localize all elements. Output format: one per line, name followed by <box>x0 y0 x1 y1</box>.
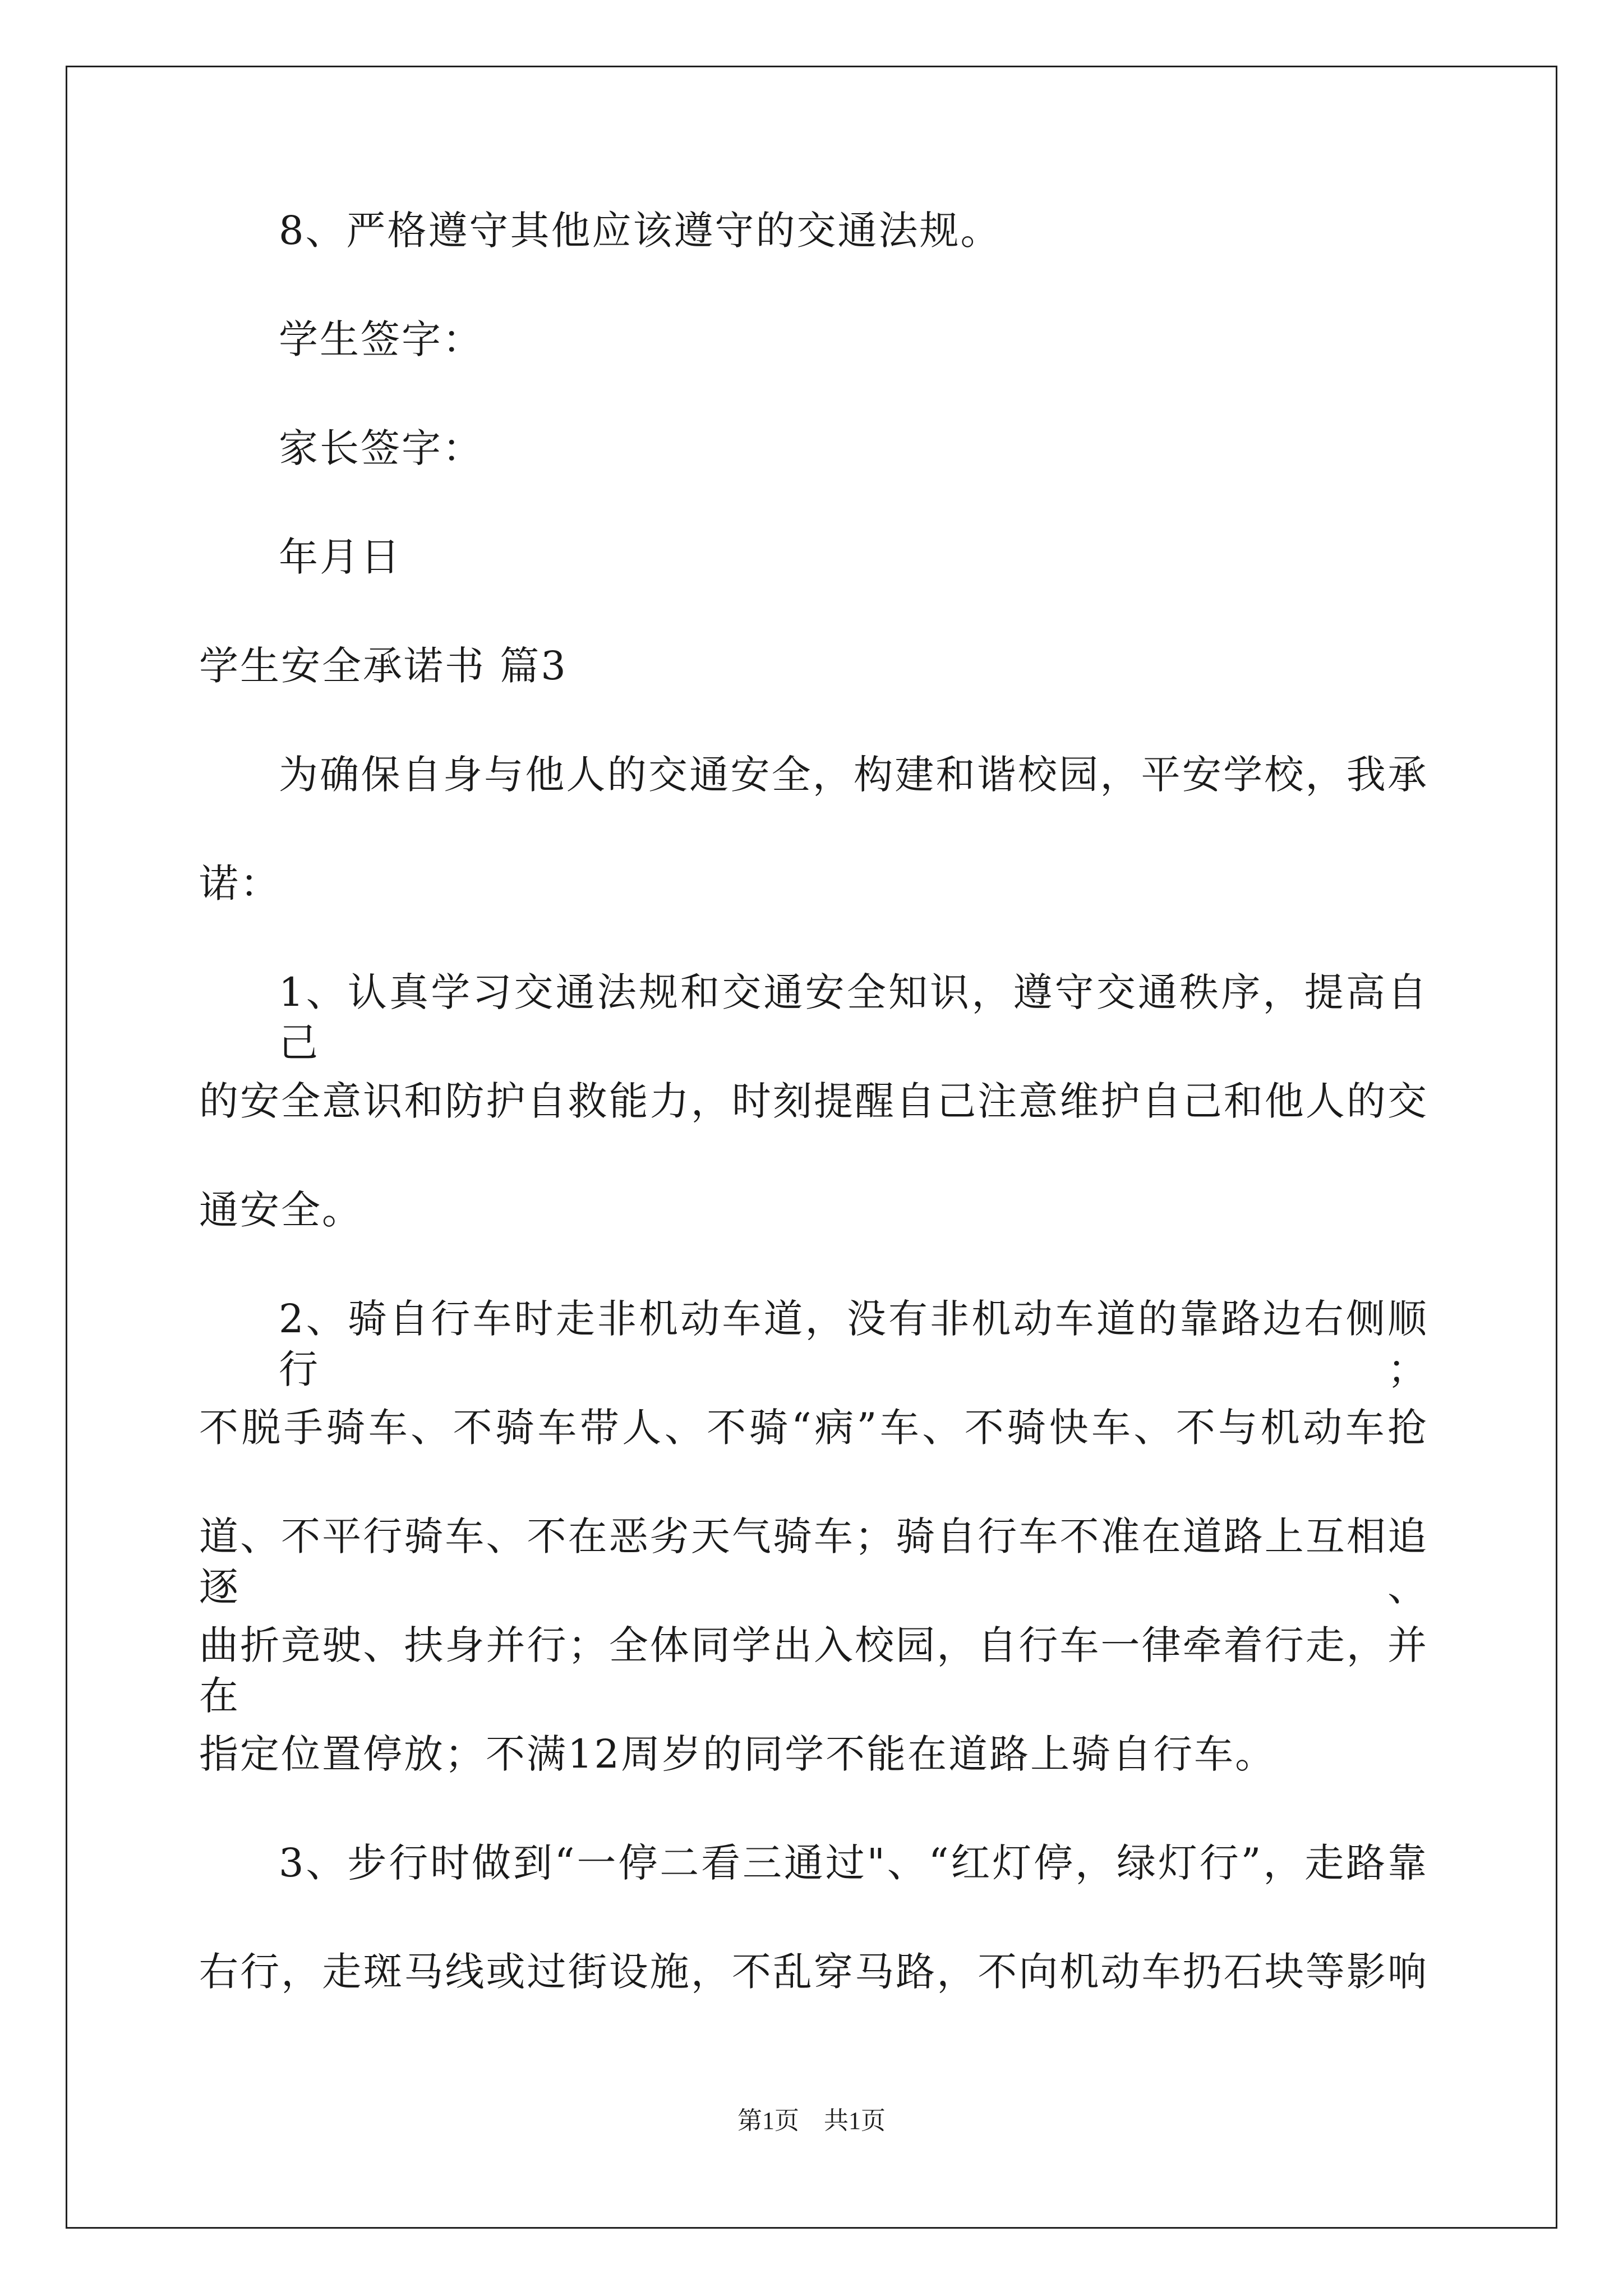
parent-signature-label: 家长签字： <box>279 425 483 471</box>
clause-2-line-2: 不脱手骑车、不骑车带人、不骑“病”车、不骑快车、不与机动车抢 <box>199 1405 1428 1451</box>
section-heading: 学生安全承诺书 篇3 <box>199 643 568 689</box>
clause-3-line-1: 3、步行时做到“一停二看三通过"、“红灯停，绿灯行”，走路靠 <box>279 1840 1428 1886</box>
intro-line-1: 为确保自身与他人的交通安全，构建和谐校园，平安学校，我承 <box>279 752 1428 798</box>
clause-2-line-3: 道、不平行骑车、不在恶劣天气骑车；骑自行车不准在道路上互相追逐、 <box>199 1513 1428 1610</box>
clause-2-line-5: 指定位置停放；不满12周岁的同学不能在道路上骑自行车。 <box>199 1731 1276 1777</box>
clause-2-line-4: 曲折竞驶、扶身并行；全体同学出入校园，自行车一律牵着行走，并在 <box>199 1622 1428 1719</box>
clause-1-line-3: 通安全。 <box>199 1187 363 1233</box>
clause-2-line-1: 2、骑自行车时走非机动车道，没有非机动车道的靠路边右侧顺行； <box>279 1296 1428 1392</box>
clause-1-line-2: 的安全意识和防护自救能力，时刻提醒自己注意维护自己和他人的交 <box>199 1078 1428 1124</box>
date-label: 年月日 <box>279 534 402 580</box>
clause-1-line-1: 1、认真学习交通法规和交通安全知识，遵守交通秩序，提高自己 <box>279 969 1428 1066</box>
intro-line-2: 诺： <box>199 861 281 907</box>
clause-3-line-2: 右行，走斑马线或过街设施，不乱穿马路，不向机动车扔石块等影响 <box>199 1949 1428 1995</box>
clause-8: 8、严格遵守其他应该遵守的交通法规。 <box>279 208 1002 254</box>
page-border <box>66 66 1557 2229</box>
page-footer: 第1页 共1页 <box>737 2107 886 2134</box>
student-signature-label: 学生签字： <box>279 316 483 362</box>
